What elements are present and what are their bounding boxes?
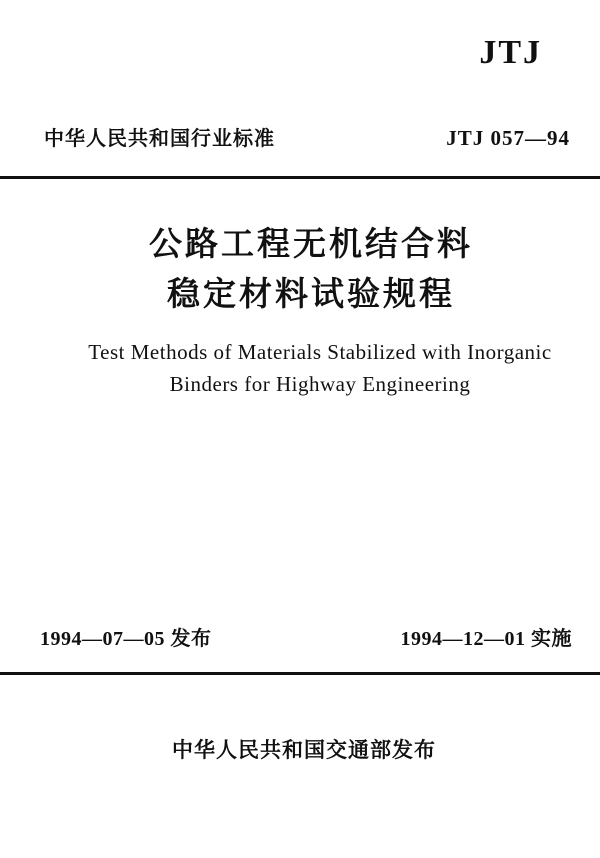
publisher: 中华人民共和国交通部发布 — [172, 738, 436, 762]
standard-type: 中华人民共和国行业标准 — [44, 126, 275, 150]
standard-code: JTJ — [479, 34, 542, 71]
title-english-line-1: Test Methods of Materials Stabilized with Inorganic — [88, 340, 552, 364]
effective-date: 1994—12—01 实施 — [400, 628, 572, 650]
top-divider — [0, 176, 600, 179]
standard-number: JTJ 057—94 — [446, 126, 570, 150]
date-row — [40, 622, 572, 651]
bottom-divider — [0, 672, 600, 675]
title-chinese-line-1: 公路工程无机结合料 — [149, 224, 473, 263]
issue-date: 1994—07—05 发布 — [40, 628, 212, 650]
title-english-line-2: Binders for Highway Engineering — [169, 372, 471, 396]
header-row — [44, 122, 570, 151]
title-chinese-line-2: 稳定材料试验规程 — [167, 274, 455, 313]
